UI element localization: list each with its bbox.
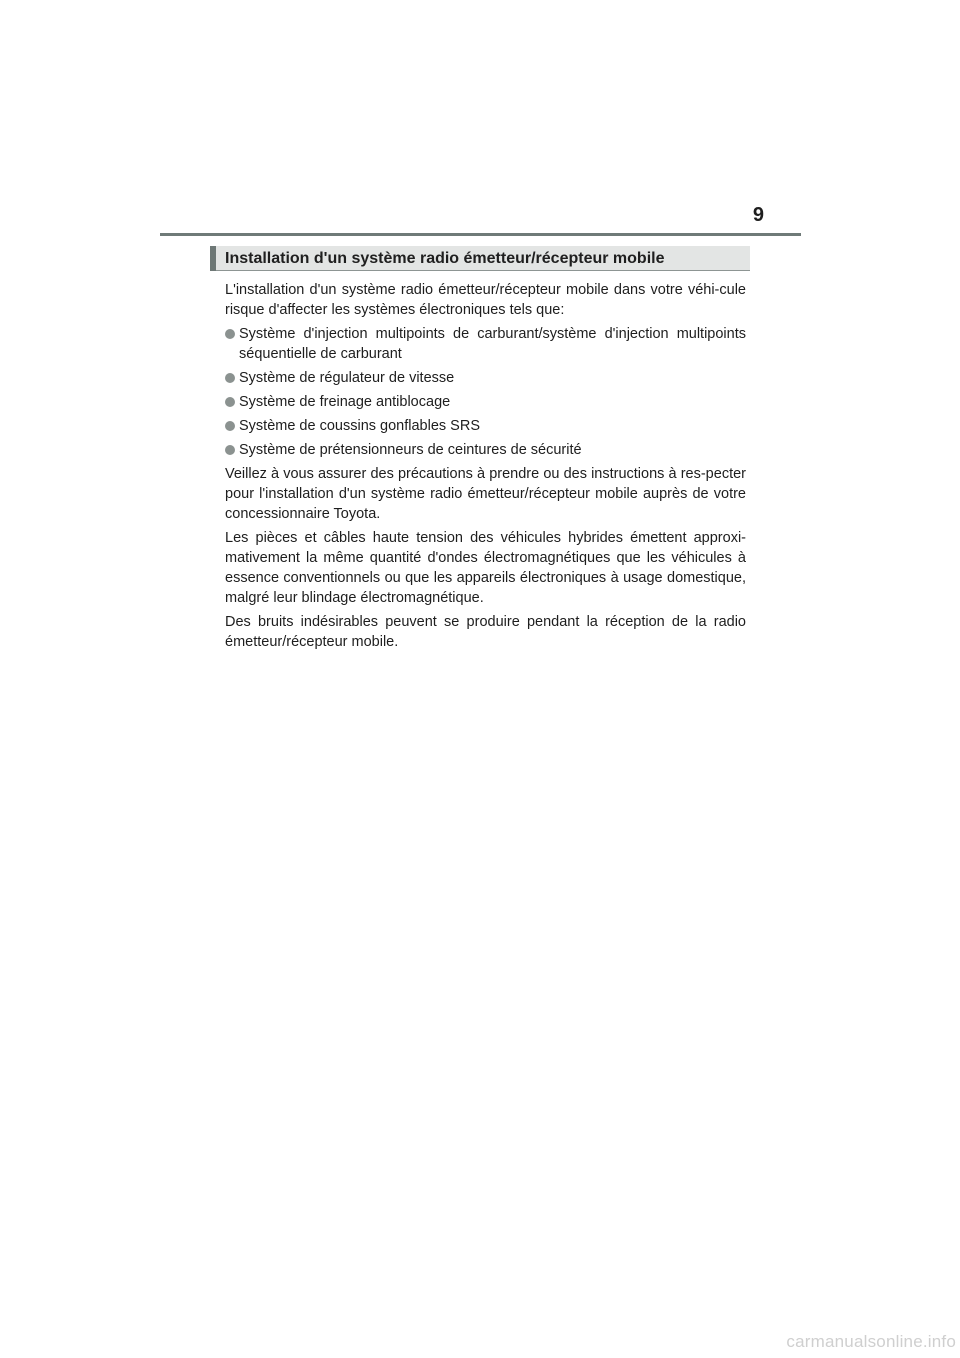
watermark: carmanualsonline.info xyxy=(786,1332,956,1351)
list-item xyxy=(225,324,746,364)
dealer-advice-paragraph: Veillez à vous assurer des précautions à prendre ou des instructions à res-pecter pour l'installation d'un système radio émetteur/récepteur mobile auprès de votre concessionnaire Toyota. xyxy=(225,466,746,522)
section-content xyxy=(225,280,746,656)
section-header xyxy=(210,246,750,271)
list-item-text: Système de régulateur de vitesse xyxy=(239,370,455,386)
hybrid-emissions-paragraph: Les pièces et câbles haute tension des véhicules hybrides émettent approxi-mativement la même quantité d'ondes électromagnétiques que les véhicules à essence conventionnels ou que les appareils électroniques à usage domestique, malgré leur blindage électromagnétique. xyxy=(225,530,746,606)
bullet-icon xyxy=(225,397,235,407)
page-number: 9 xyxy=(752,204,764,226)
list-item-text: Système d'injection multipoints de carburant/système d'injection multipoints séquentielle de carburant xyxy=(239,326,746,362)
list-item-text: Système de coussins gonflables SRS xyxy=(239,418,480,434)
bullet-icon xyxy=(225,421,235,431)
bullet-icon xyxy=(225,445,235,455)
list-item-text: Système de prétensionneurs de ceintures de sécurité xyxy=(239,442,582,458)
radio-noise-paragraph: Des bruits indésirables peuvent se produire pendant la réception de la radio émetteur/récepteur mobile. xyxy=(225,614,746,650)
section-title: Installation d'un système radio émetteur/récepteur mobile xyxy=(225,250,665,267)
list-item xyxy=(225,368,746,388)
header-rule xyxy=(160,233,801,236)
section-header-accent xyxy=(210,246,216,271)
list-item xyxy=(225,392,746,412)
intro-paragraph: L'installation d'un système radio émetteur/récepteur mobile dans votre véhi-cule risque d'affecter les systèmes électroniques tels que: xyxy=(225,282,746,318)
list-item xyxy=(225,416,746,436)
bullet-icon xyxy=(225,373,235,383)
affected-systems-list xyxy=(225,324,746,460)
list-item xyxy=(225,440,746,460)
list-item-text: Système de freinage antiblocage xyxy=(239,394,451,410)
bullet-icon xyxy=(225,329,235,339)
